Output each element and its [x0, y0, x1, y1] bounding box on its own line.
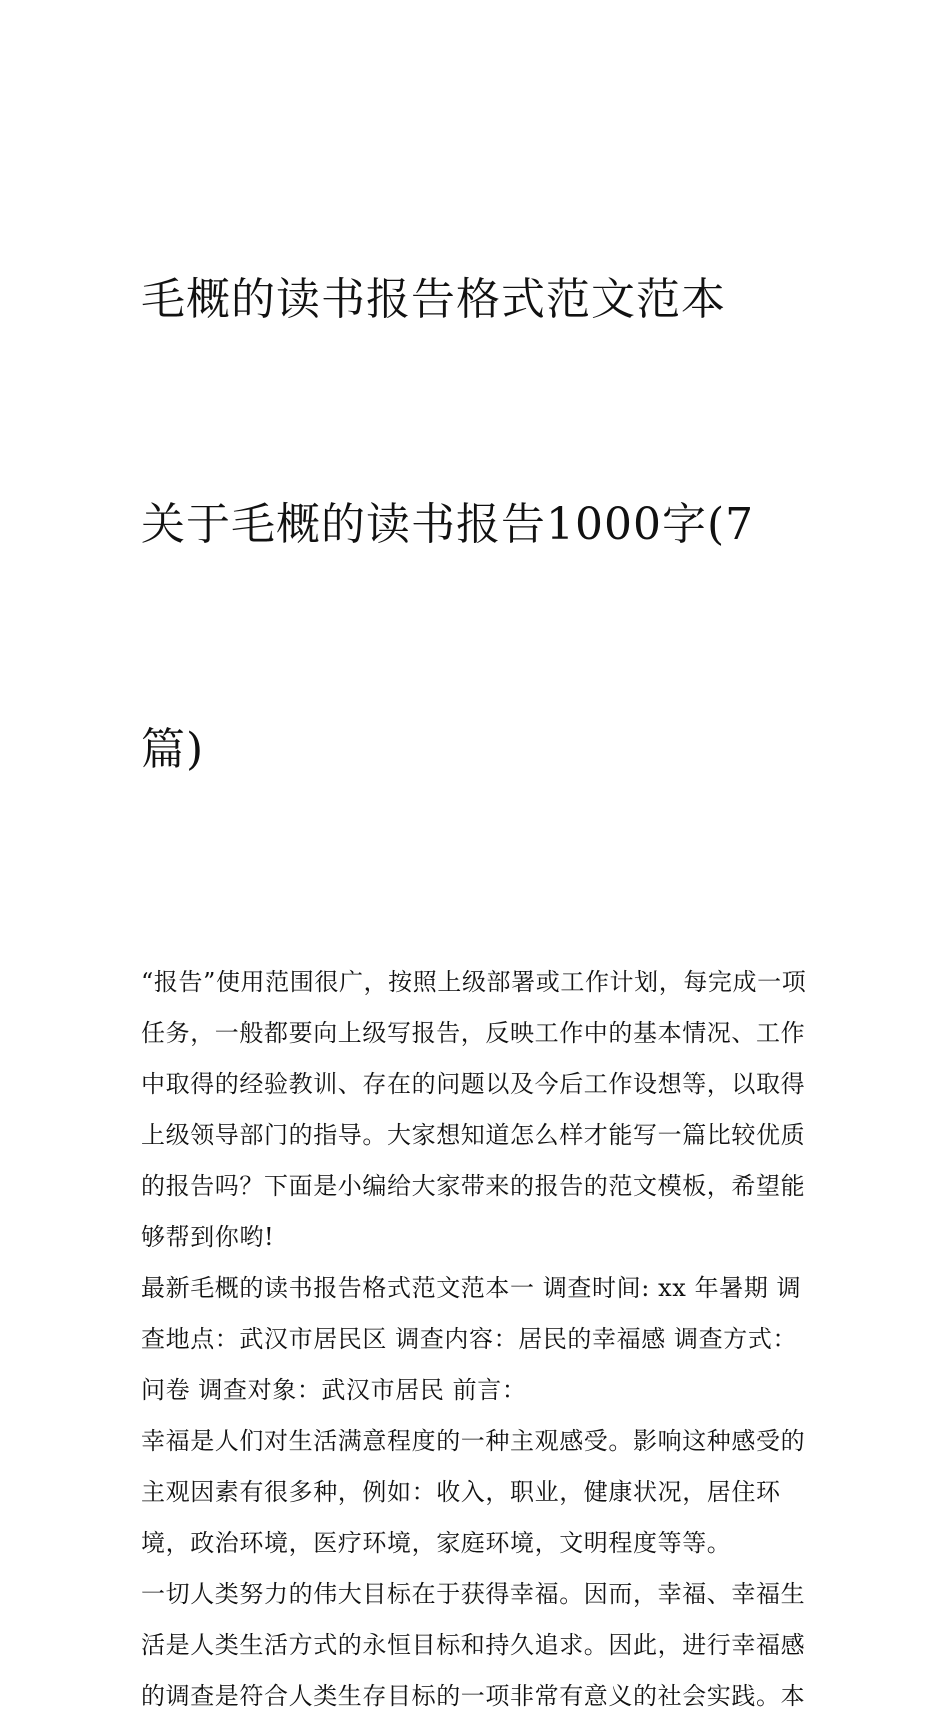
document-title	[141, 112, 817, 937]
text-line: 的报告吗？下面是小编给大家带来的报告的范文模板，希望能	[141, 1172, 806, 1200]
text-line: 最新毛概的读书报告格式范文范本一 调查时间: xx 年暑期 调	[141, 1274, 802, 1302]
text-line: 境，政治环境，医疗环境，家庭环境，文明程度等等。	[141, 1529, 732, 1557]
happiness-definition-paragraph	[141, 1416, 817, 1569]
text-line: 中取得的经验教训、存在的问题以及今后工作设想等，以取得	[141, 1070, 806, 1098]
document-content	[141, 112, 817, 1722]
title-line: 毛概的读书报告格式范文范本	[141, 274, 726, 325]
purpose-paragraph	[141, 1569, 817, 1722]
text-line: 幸福是人们对生活满意程度的一种主观感受。影响这种感受的	[141, 1427, 806, 1455]
text-line: 主观因素有很多种，例如：收入，职业，健康状况，居住环	[141, 1478, 781, 1506]
text-line: 查地点：武汉市居民区 调查内容：居民的幸福感 调查方式：	[141, 1325, 798, 1353]
text-line: 的调查是符合人类生存目标的一项非常有意义的社会实践。本	[141, 1682, 806, 1710]
text-line: 活是人类生活方式的永恒目标和持久追求。因此，进行幸福感	[141, 1631, 806, 1659]
text-line: 一切人类努力的伟大目标在于获得幸福。因而，幸福、幸福生	[141, 1580, 806, 1608]
document-body	[141, 957, 817, 1722]
survey-info-paragraph	[141, 1263, 817, 1416]
intro-paragraph	[141, 957, 817, 1263]
title-line: 篇)	[141, 724, 205, 775]
text-line: 任务，一般都要向上级写报告，反映工作中的基本情况、工作	[141, 1019, 806, 1047]
text-line: 够帮到你哟!	[141, 1223, 275, 1251]
title-line: 关于毛概的读书报告1000字(7	[141, 499, 755, 550]
text-line: 上级领导部门的指导。大家想知道怎么样才能写一篇比较优质	[141, 1121, 806, 1149]
text-line: 问卷 调查对象：武汉市居民 前言：	[141, 1376, 527, 1404]
text-line: “报告”使用范围很广，按照上级部署或工作计划，每完成一项	[141, 968, 807, 996]
